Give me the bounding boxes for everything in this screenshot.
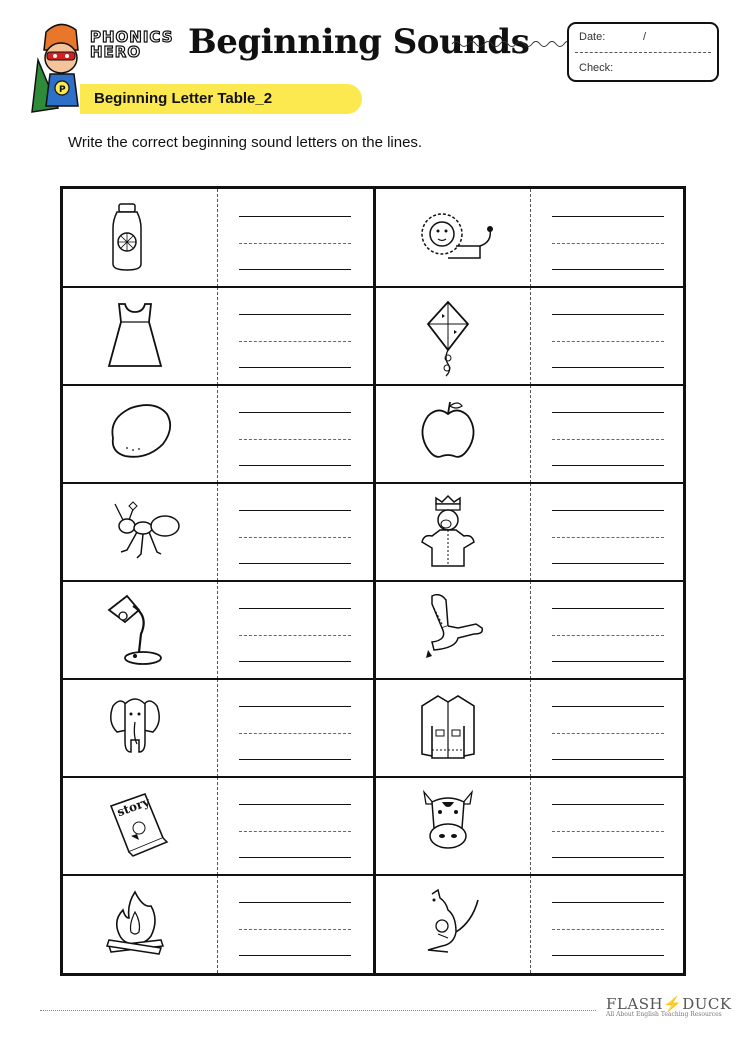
answer-cell — [63, 679, 373, 777]
cell-divider — [217, 679, 218, 777]
writing-line-top[interactable] — [239, 314, 351, 315]
cell-divider — [530, 385, 531, 483]
kangaroo-icon — [418, 888, 488, 960]
date-separator: / — [643, 31, 647, 43]
check-label: Check: — [579, 62, 614, 74]
writing-line-base[interactable] — [552, 661, 664, 662]
cell-divider — [217, 385, 218, 483]
answer-cell — [376, 777, 686, 875]
row-divider — [63, 384, 683, 386]
writing-line-base[interactable] — [552, 563, 664, 564]
answer-cell — [376, 189, 686, 287]
writing-line-top[interactable] — [239, 216, 351, 217]
row-divider — [63, 776, 683, 778]
writing-line-mid[interactable] — [239, 831, 351, 832]
brand-wordmark: PHONICS HERO — [90, 28, 174, 61]
writing-line-top[interactable] — [552, 412, 664, 413]
dress-icon — [105, 300, 175, 372]
answer-cell — [63, 287, 373, 385]
cell-divider — [530, 189, 531, 287]
writing-line-base[interactable] — [239, 759, 351, 760]
picture-cell — [63, 679, 217, 777]
writing-line-base[interactable] — [552, 269, 664, 270]
squiggle-decoration — [452, 36, 568, 52]
kite-icon — [418, 300, 488, 372]
picture-cell — [63, 875, 217, 973]
picture-cell — [63, 287, 217, 385]
picture-cell — [376, 287, 530, 385]
answer-cell — [376, 287, 686, 385]
row-divider — [63, 580, 683, 582]
answer-cell — [376, 679, 686, 777]
answer-cell — [376, 581, 686, 679]
cell-divider — [217, 777, 218, 875]
writing-line-top[interactable] — [552, 314, 664, 315]
cell-divider — [217, 581, 218, 679]
picture-cell — [63, 483, 217, 581]
cell-divider — [530, 483, 531, 581]
answer-cell — [376, 385, 686, 483]
cell-divider — [530, 777, 531, 875]
cell-divider — [217, 287, 218, 385]
writing-line-base[interactable] — [239, 661, 351, 662]
writing-line-mid[interactable] — [239, 439, 351, 440]
row-divider — [63, 482, 683, 484]
picture-cell — [63, 385, 217, 483]
writing-line-mid[interactable] — [552, 341, 664, 342]
instruction-text: Write the correct beginning sound letters on the lines. — [68, 134, 423, 151]
row-divider — [63, 678, 683, 680]
row-divider — [63, 874, 683, 876]
elephant-icon — [105, 692, 175, 764]
king-icon — [418, 496, 488, 568]
picture-cell — [376, 679, 530, 777]
writing-line-base[interactable] — [552, 857, 664, 858]
picture-cell — [376, 483, 530, 581]
date-check-box — [567, 22, 719, 82]
arm-icon — [418, 594, 488, 666]
cow-icon — [418, 790, 488, 862]
picture-cell — [376, 189, 530, 287]
subtitle-banner — [80, 84, 362, 114]
writing-line-base[interactable] — [552, 367, 664, 368]
cell-divider — [530, 875, 531, 973]
picture-cell — [63, 189, 217, 287]
writing-line-base[interactable] — [239, 465, 351, 466]
answer-cell — [63, 483, 373, 581]
writing-line-mid[interactable] — [552, 439, 664, 440]
ant-icon — [105, 496, 175, 568]
svg-text:story: story — [115, 794, 152, 820]
writing-line-top[interactable] — [239, 706, 351, 707]
cell-divider — [217, 875, 218, 973]
picture-cell — [376, 581, 530, 679]
apple-icon — [418, 398, 488, 470]
writing-line-top[interactable] — [239, 608, 351, 609]
answer-cell — [63, 875, 373, 973]
lion-icon — [418, 202, 488, 274]
date-label: Date: — [579, 31, 606, 43]
answer-cell — [63, 385, 373, 483]
writing-line-base[interactable] — [239, 269, 351, 270]
fire-icon — [105, 888, 175, 960]
bottle-icon — [105, 202, 175, 274]
writing-line-top[interactable] — [239, 804, 351, 805]
writing-line-mid[interactable] — [239, 733, 351, 734]
writing-line-mid[interactable] — [552, 929, 664, 930]
answer-cell — [63, 777, 373, 875]
picture-cell — [376, 777, 530, 875]
writing-line-top[interactable] — [552, 706, 664, 707]
writing-line-base[interactable] — [239, 563, 351, 564]
subtitle: Beginning Letter Table_2 — [94, 90, 273, 107]
writing-line-top[interactable] — [552, 216, 664, 217]
writing-line-base[interactable] — [239, 857, 351, 858]
writing-line-mid[interactable] — [239, 341, 351, 342]
answer-cell — [376, 875, 686, 973]
writing-line-base[interactable] — [552, 955, 664, 956]
lamp-icon — [105, 594, 175, 666]
writing-line-top[interactable] — [239, 412, 351, 413]
writing-line-mid[interactable] — [552, 537, 664, 538]
writing-line-mid[interactable] — [239, 929, 351, 930]
writing-line-top[interactable] — [239, 510, 351, 511]
flashduck-logo: FLASH⚡DUCK All About English Teaching Resources — [606, 995, 732, 1018]
answer-cell — [63, 189, 373, 287]
writing-line-base[interactable] — [239, 955, 351, 956]
footer-line — [40, 1010, 596, 1011]
cell-divider — [217, 483, 218, 581]
page-title: Beginning Sounds — [188, 22, 530, 62]
picture-cell — [376, 385, 530, 483]
picture-cell — [376, 875, 530, 973]
answer-cell — [63, 581, 373, 679]
answer-cell — [376, 483, 686, 581]
writing-line-base[interactable] — [552, 465, 664, 466]
writing-line-mid[interactable] — [552, 733, 664, 734]
cell-divider — [530, 581, 531, 679]
worksheet-table — [60, 186, 686, 976]
writing-line-base[interactable] — [552, 759, 664, 760]
writing-line-mid[interactable] — [239, 537, 351, 538]
writing-line-mid[interactable] — [552, 243, 664, 244]
writing-line-mid[interactable] — [552, 831, 664, 832]
writing-line-top[interactable] — [552, 608, 664, 609]
storybook-icon — [105, 790, 175, 862]
writing-line-mid[interactable] — [239, 635, 351, 636]
picture-cell — [63, 581, 217, 679]
svg-text:P: P — [59, 85, 66, 95]
cell-divider — [530, 287, 531, 385]
writing-line-top[interactable] — [239, 902, 351, 903]
lemon-icon — [105, 398, 175, 470]
picture-cell — [63, 777, 217, 875]
writing-line-top[interactable] — [552, 510, 664, 511]
writing-line-top[interactable] — [552, 804, 664, 805]
writing-line-top[interactable] — [552, 902, 664, 903]
writing-line-base[interactable] — [239, 367, 351, 368]
cell-divider — [217, 189, 218, 287]
row-divider — [63, 286, 683, 288]
jacket-icon — [418, 692, 488, 764]
writing-line-mid[interactable] — [239, 243, 351, 244]
cell-divider — [530, 679, 531, 777]
writing-line-mid[interactable] — [552, 635, 664, 636]
